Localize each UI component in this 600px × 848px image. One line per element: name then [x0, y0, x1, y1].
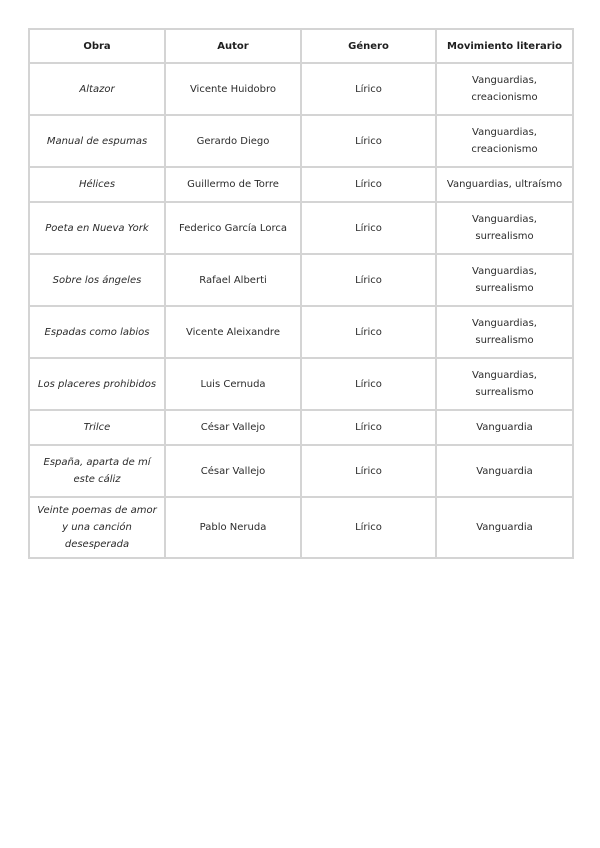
header-genero: Género: [301, 29, 436, 63]
cell-obra: Sobre los ángeles: [29, 254, 165, 306]
cell-autor: Guillermo de Torre: [165, 167, 301, 202]
cell-genero: Lírico: [301, 410, 436, 445]
cell-obra: España, aparta de mí este cáliz: [29, 445, 165, 497]
table-row: [29, 167, 573, 202]
table-row: [29, 410, 573, 445]
cell-obra: Los placeres prohibidos: [29, 358, 165, 410]
cell-movimiento: Vanguardias, creacionismo: [436, 115, 573, 167]
cell-genero: Lírico: [301, 63, 436, 115]
cell-genero: Lírico: [301, 115, 436, 167]
cell-genero: Lírico: [301, 167, 436, 202]
cell-genero: Lírico: [301, 306, 436, 358]
cell-movimiento: Vanguardia: [436, 410, 573, 445]
table-row: [29, 306, 573, 358]
cell-obra: Altazor: [29, 63, 165, 115]
table-row: [29, 358, 573, 410]
cell-genero: Lírico: [301, 254, 436, 306]
cell-obra: Hélices: [29, 167, 165, 202]
cell-movimiento: Vanguardia: [436, 497, 573, 558]
cell-autor: Gerardo Diego: [165, 115, 301, 167]
cell-movimiento: Vanguardias, creacionismo: [436, 63, 573, 115]
cell-autor: Vicente Huidobro: [165, 63, 301, 115]
table-row: [29, 254, 573, 306]
cell-movimiento: Vanguardias, surrealismo: [436, 202, 573, 254]
header-movimiento: Movimiento literario: [436, 29, 573, 63]
cell-genero: Lírico: [301, 497, 436, 558]
cell-autor: Rafael Alberti: [165, 254, 301, 306]
cell-autor: Vicente Aleixandre: [165, 306, 301, 358]
cell-genero: Lírico: [301, 358, 436, 410]
table-header-row: [29, 29, 573, 63]
table-row: [29, 445, 573, 497]
cell-autor: Luis Cernuda: [165, 358, 301, 410]
cell-obra: Trilce: [29, 410, 165, 445]
cell-obra: Manual de espumas: [29, 115, 165, 167]
table-row: [29, 115, 573, 167]
cell-movimiento: Vanguardia: [436, 445, 573, 497]
cell-obra: Veinte poemas de amor y una canción desesperada: [29, 497, 165, 558]
cell-obra: Poeta en Nueva York: [29, 202, 165, 254]
cell-movimiento: Vanguardias, ultraísmo: [436, 167, 573, 202]
cell-movimiento: Vanguardias, surrealismo: [436, 254, 573, 306]
cell-movimiento: Vanguardias, surrealismo: [436, 358, 573, 410]
cell-genero: Lírico: [301, 202, 436, 254]
table-row: [29, 497, 573, 558]
cell-autor: César Vallejo: [165, 445, 301, 497]
literature-table: [28, 28, 574, 559]
cell-obra: Espadas como labios: [29, 306, 165, 358]
table-row: [29, 63, 573, 115]
cell-movimiento: Vanguardias, surrealismo: [436, 306, 573, 358]
cell-genero: Lírico: [301, 445, 436, 497]
cell-autor: Pablo Neruda: [165, 497, 301, 558]
cell-autor: César Vallejo: [165, 410, 301, 445]
cell-autor: Federico García Lorca: [165, 202, 301, 254]
header-autor: Autor: [165, 29, 301, 63]
table-row: [29, 202, 573, 254]
header-obra: Obra: [29, 29, 165, 63]
